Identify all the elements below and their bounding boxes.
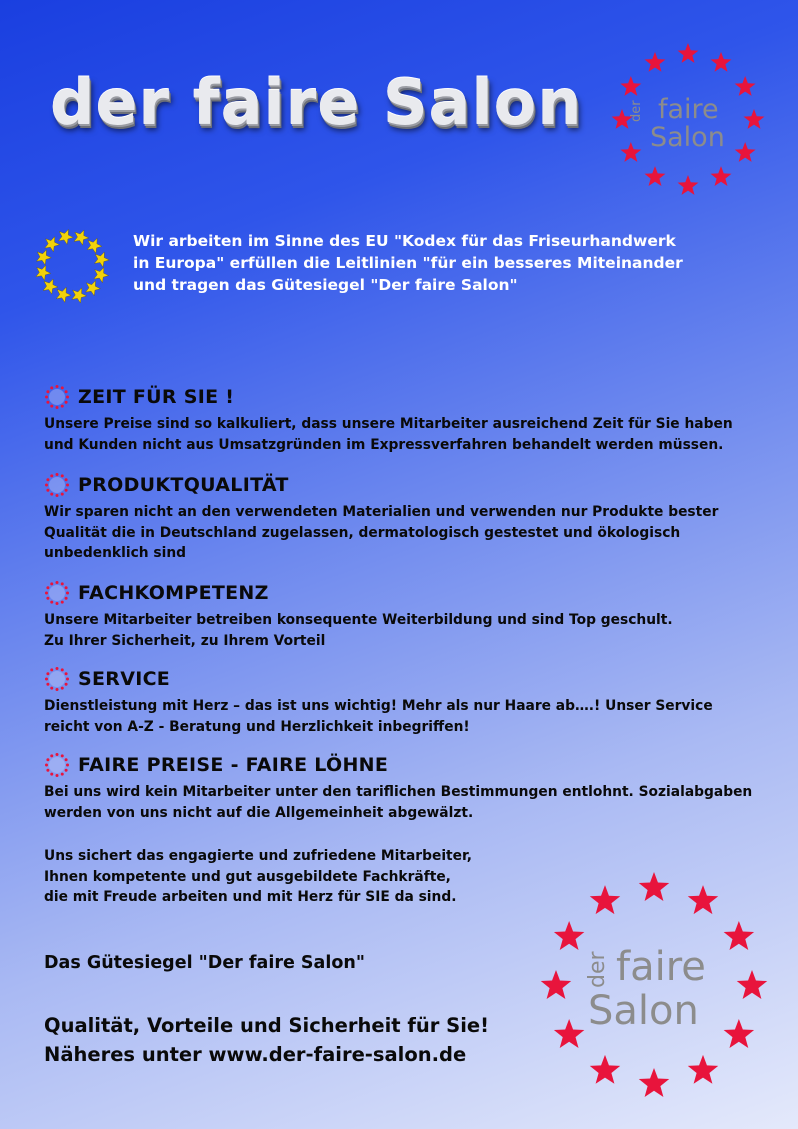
mini-seal-star bbox=[46, 683, 49, 686]
section-title: PRODUKTQUALITÄT bbox=[78, 474, 289, 496]
mini-seal-star bbox=[56, 385, 59, 388]
mini-seal-star bbox=[65, 478, 68, 481]
mini-seal-star bbox=[56, 753, 59, 756]
faire-salon-seal-logo bbox=[608, 40, 768, 200]
eu-star-icon bbox=[59, 229, 74, 244]
mini-seal-star bbox=[50, 773, 53, 776]
intro-line: in Europa" erfüllen die Leitlinien "für ein besseres Miteinander bbox=[133, 254, 683, 272]
mini-seal-star bbox=[56, 473, 59, 476]
section-title: FAIRE PREISE - FAIRE LÖHNE bbox=[78, 754, 389, 776]
footer-website: Näheres unter www.der-faire-salon.de bbox=[44, 1043, 467, 1066]
section-line: Wir sparen nicht an den verwendeten Materialien und verwenden nur Produkte bester bbox=[44, 504, 719, 520]
seal-star-icon bbox=[639, 872, 669, 901]
seal-star-icon bbox=[711, 52, 732, 72]
mini-seal-star bbox=[65, 769, 68, 772]
guetesiegel-line: Das Gütesiegel "Der faire Salon" bbox=[44, 953, 365, 973]
mini-seal-star bbox=[66, 592, 69, 595]
seal-der-text: der bbox=[585, 951, 610, 988]
section-line: Zu Ihrer Sicherheit, zu Ihrem Vorteil bbox=[44, 632, 326, 649]
page-title: der faire Salon bbox=[50, 66, 583, 139]
mini-seal-star bbox=[46, 672, 49, 675]
section-line: reicht von A-Z - Beratung und Herzlichkeit inbegriffen! bbox=[44, 718, 470, 735]
section-line: Bei uns wird kein Mitarbeiter unter den tariflichen Bestimmungen entlohnt. Sozialabgaben bbox=[44, 784, 753, 800]
intro-line: Wir arbeiten im Sinne des EU "Kodex für das Friseurhandwerk bbox=[133, 232, 676, 250]
section-body bbox=[44, 610, 764, 651]
eu-star-icon bbox=[94, 268, 109, 283]
mini-seal-star bbox=[56, 602, 59, 605]
seal-star-icon bbox=[735, 142, 756, 162]
mini-seal-star bbox=[65, 597, 68, 600]
mini-seal-star bbox=[61, 582, 64, 585]
mini-seal-icon bbox=[44, 384, 70, 410]
section-title: FACHKOMPETENZ bbox=[78, 582, 269, 604]
section-line: Qualität die in Deutschland zugelassen, dermatologisch gestestet und ökologisch bbox=[44, 524, 681, 541]
footer-tagline: Qualität, Vorteile und Sicherheit für Sie! bbox=[44, 1014, 489, 1037]
closing-line: Uns sichert das engagierte und zufriedene Mitarbeiter, bbox=[44, 848, 473, 864]
mini-seal-star bbox=[46, 390, 49, 393]
mini-seal-star bbox=[50, 601, 53, 604]
mini-seal-star bbox=[66, 678, 69, 681]
seal-star-icon bbox=[735, 76, 756, 96]
mini-seal-star bbox=[50, 474, 53, 477]
closing-line: die mit Freude arbeiten und mit Herz für SIE da sind. bbox=[44, 889, 457, 905]
seal-star-icon bbox=[645, 52, 666, 72]
mini-seal-star bbox=[56, 581, 59, 584]
mini-seal-icon bbox=[44, 666, 70, 692]
seal-star-icon bbox=[688, 1055, 718, 1084]
mini-seal-star bbox=[61, 668, 64, 671]
mini-seal-star bbox=[50, 493, 53, 496]
mini-seal-star bbox=[65, 401, 68, 404]
mini-seal-star bbox=[46, 597, 49, 600]
section-line: Unsere Mitarbeiter betreiben konsequente Weiterbildung und sind Top geschult. bbox=[44, 612, 673, 628]
mini-seal-star bbox=[45, 678, 48, 681]
section-faire-preise bbox=[44, 750, 764, 823]
mini-seal-star bbox=[65, 758, 68, 761]
mini-seal-star bbox=[61, 773, 64, 776]
mini-seal-star bbox=[61, 405, 64, 408]
eu-star-icon bbox=[45, 237, 60, 252]
mini-seal-star bbox=[46, 489, 49, 492]
seal-svg bbox=[608, 40, 768, 200]
mini-seal-star bbox=[61, 386, 64, 389]
closing-text bbox=[44, 846, 564, 908]
faire-salon-seal-logo-large bbox=[536, 868, 772, 1104]
seal-star-icon bbox=[590, 885, 620, 914]
seal-star-icon bbox=[620, 76, 641, 96]
seal-der-text: der bbox=[629, 100, 644, 122]
intro-line: und tragen das Gütesiegel "Der faire Salon" bbox=[133, 276, 518, 294]
seal-star-icon bbox=[639, 1068, 669, 1097]
mini-seal-star bbox=[50, 668, 53, 671]
mini-seal-star bbox=[56, 494, 59, 497]
mini-seal-star bbox=[56, 667, 59, 670]
mini-seal-star bbox=[65, 683, 68, 686]
eu-star-icon bbox=[43, 279, 58, 294]
mini-seal-star bbox=[65, 390, 68, 393]
section-produktqualitaet bbox=[44, 470, 764, 564]
eu-star-icon bbox=[72, 288, 87, 303]
intro-text bbox=[133, 230, 693, 296]
mini-seal-star bbox=[50, 582, 53, 585]
section-body bbox=[44, 414, 764, 455]
seal-star-icon bbox=[620, 142, 641, 162]
seal-star-icon bbox=[678, 43, 699, 63]
eu-star-icon bbox=[36, 265, 51, 280]
mini-seal-star bbox=[61, 493, 64, 496]
mini-seal-star bbox=[61, 754, 64, 757]
seal-star-icon bbox=[678, 175, 699, 195]
mini-seal-star bbox=[50, 405, 53, 408]
mini-seal-icon bbox=[44, 472, 70, 498]
mini-seal-star bbox=[46, 401, 49, 404]
mini-seal-icon bbox=[44, 752, 70, 778]
eu-star-icon bbox=[87, 238, 102, 253]
section-body bbox=[44, 502, 764, 564]
section-fachkompetenz bbox=[44, 578, 764, 651]
mini-seal-star bbox=[56, 688, 59, 691]
seal-star-icon bbox=[554, 921, 584, 950]
section-line: und Kunden nicht aus Umsatzgründen im Expressverfahren behandelt werden müssen. bbox=[44, 436, 724, 453]
seal-large-svg bbox=[536, 868, 772, 1104]
closing-line: Ihnen kompetente und gut ausgebildete Fachkräfte, bbox=[44, 868, 451, 885]
seal-star-icon bbox=[554, 1019, 584, 1048]
mini-seal-star bbox=[65, 586, 68, 589]
mini-seal-star bbox=[56, 774, 59, 777]
seal-star-icon bbox=[590, 1055, 620, 1084]
mini-seal-icon bbox=[44, 580, 70, 606]
eu-stars-icon bbox=[30, 224, 114, 312]
mini-seal-star bbox=[66, 484, 69, 487]
section-zeit-fuer-sie bbox=[44, 382, 764, 455]
mini-seal-star bbox=[46, 758, 49, 761]
mini-seal-star bbox=[50, 754, 53, 757]
eu-star-icon bbox=[36, 250, 51, 265]
section-body bbox=[44, 782, 764, 823]
seal-salon-text: Salon bbox=[650, 122, 725, 153]
mini-seal-star bbox=[50, 687, 53, 690]
section-line: werden von uns nicht auf die Allgemeinheit abgewälzt. bbox=[44, 804, 474, 821]
seal-star-icon bbox=[744, 109, 765, 129]
mini-seal-star bbox=[61, 601, 64, 604]
section-line: Unsere Preise sind so kalkuliert, dass unsere Mitarbeiter ausreichend Zeit für Sie haben bbox=[44, 416, 733, 432]
mini-seal-star bbox=[65, 672, 68, 675]
section-line: unbedenklich sind bbox=[44, 545, 187, 561]
section-title: ZEIT FÜR SIE ! bbox=[78, 386, 235, 408]
eu-star-icon bbox=[56, 287, 71, 302]
mini-seal-star bbox=[66, 396, 69, 399]
eu-star-icon bbox=[74, 230, 89, 245]
seal-star-icon bbox=[541, 970, 571, 999]
seal-star-icon bbox=[688, 885, 718, 914]
section-line: Dienstleistung mit Herz – das ist uns wichtig! Mehr als nur Haare ab….! Unser Service bbox=[44, 698, 713, 714]
seal-star-icon bbox=[645, 166, 666, 186]
seal-faire-text: faire bbox=[658, 94, 719, 125]
seal-star-icon bbox=[724, 1019, 754, 1048]
mini-seal-star bbox=[46, 478, 49, 481]
eu-star-icon bbox=[94, 252, 109, 267]
mini-seal-star bbox=[65, 489, 68, 492]
seal-salon-text: Salon bbox=[588, 988, 699, 1034]
mini-seal-star bbox=[61, 474, 64, 477]
mini-seal-star bbox=[66, 764, 69, 767]
seal-faire-text: faire bbox=[616, 944, 706, 990]
mini-seal-star bbox=[50, 386, 53, 389]
mini-seal-star bbox=[61, 687, 64, 690]
mini-seal-star bbox=[56, 406, 59, 409]
mini-seal-star bbox=[45, 484, 48, 487]
seal-star-icon bbox=[724, 921, 754, 950]
section-body bbox=[44, 696, 764, 737]
mini-seal-star bbox=[45, 592, 48, 595]
eu-star-icon bbox=[86, 281, 101, 296]
mini-seal-star bbox=[45, 764, 48, 767]
mini-seal-star bbox=[45, 396, 48, 399]
section-title: SERVICE bbox=[78, 668, 171, 690]
mini-seal-star bbox=[46, 769, 49, 772]
seal-star-icon bbox=[711, 166, 732, 186]
mini-seal-star bbox=[46, 586, 49, 589]
section-service bbox=[44, 664, 764, 737]
seal-star-icon bbox=[737, 970, 767, 999]
